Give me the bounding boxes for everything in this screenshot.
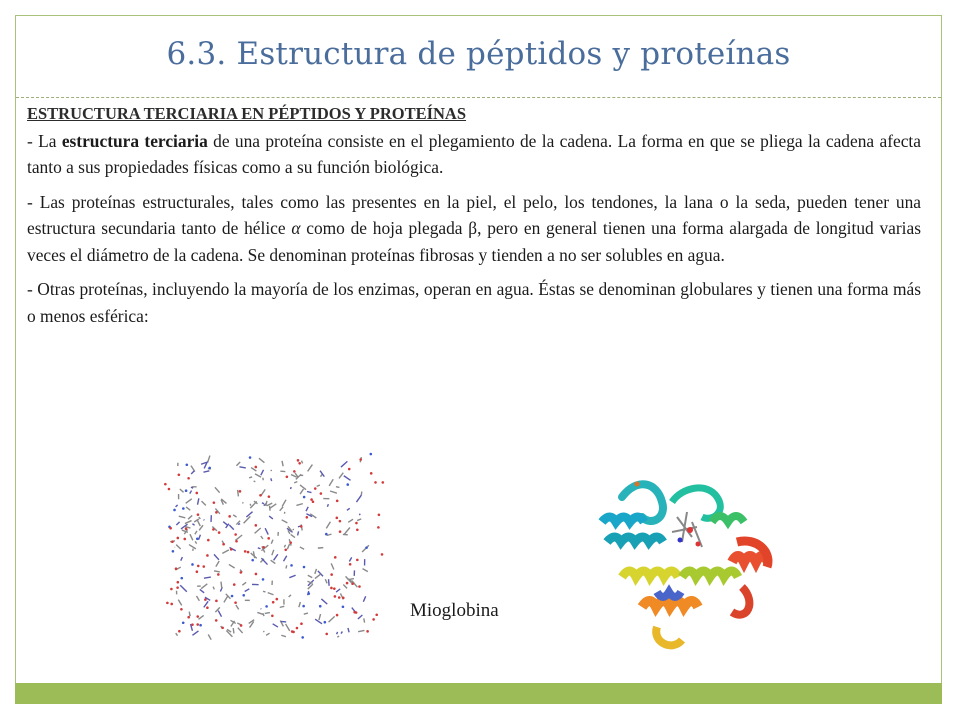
- slide-content: [27, 101, 921, 329]
- section-heading: ESTRUCTURA TERCIARIA EN PÉPTIDOS Y PROTEÍNAS: [27, 104, 467, 123]
- paragraph-fibrous: [27, 189, 921, 269]
- p2-part2: como de hoja plegada β, pero en general tienen una forma alargada de longitud varias veces el diámetro de la cadena. Se denominan proteínas fibrosas y tienden a no ser solubles en agua.: [27, 218, 921, 265]
- p2-part1: - Las proteínas estructurales, tales como las presentes en la piel, el pelo, los tendones, la lana o la seda, pueden tener una estructura secundaria tanto de hélice: [27, 191, 921, 238]
- p1-prefix: - La: [27, 130, 62, 151]
- alpha-symbol: α: [291, 218, 301, 238]
- paragraph-tertiary: [27, 128, 921, 181]
- p1-bold-term: estructura terciaria: [61, 130, 208, 151]
- molecule-structure-image: [160, 452, 390, 642]
- footer-bar: [15, 683, 942, 704]
- p1-rest: de una proteína consiste en el plegamiento de la cadena. La forma en que se pliega la cadena afecta tanto a sus propiedades físicas como a su función biológica.: [27, 130, 921, 177]
- paragraph-globular: - Otras proteínas, incluyendo la mayoría de los enzimas, operan en agua. Éstas se denominan globulares y tienen una forma más o menos esférica:: [27, 279, 921, 326]
- slide-title: 6.3. Estructura de péptidos y proteínas: [166, 36, 791, 72]
- caption-mioglobina: Mioglobina: [410, 600, 499, 621]
- title-divider: [16, 97, 941, 98]
- myoglobin-ribbon-image: [582, 462, 782, 662]
